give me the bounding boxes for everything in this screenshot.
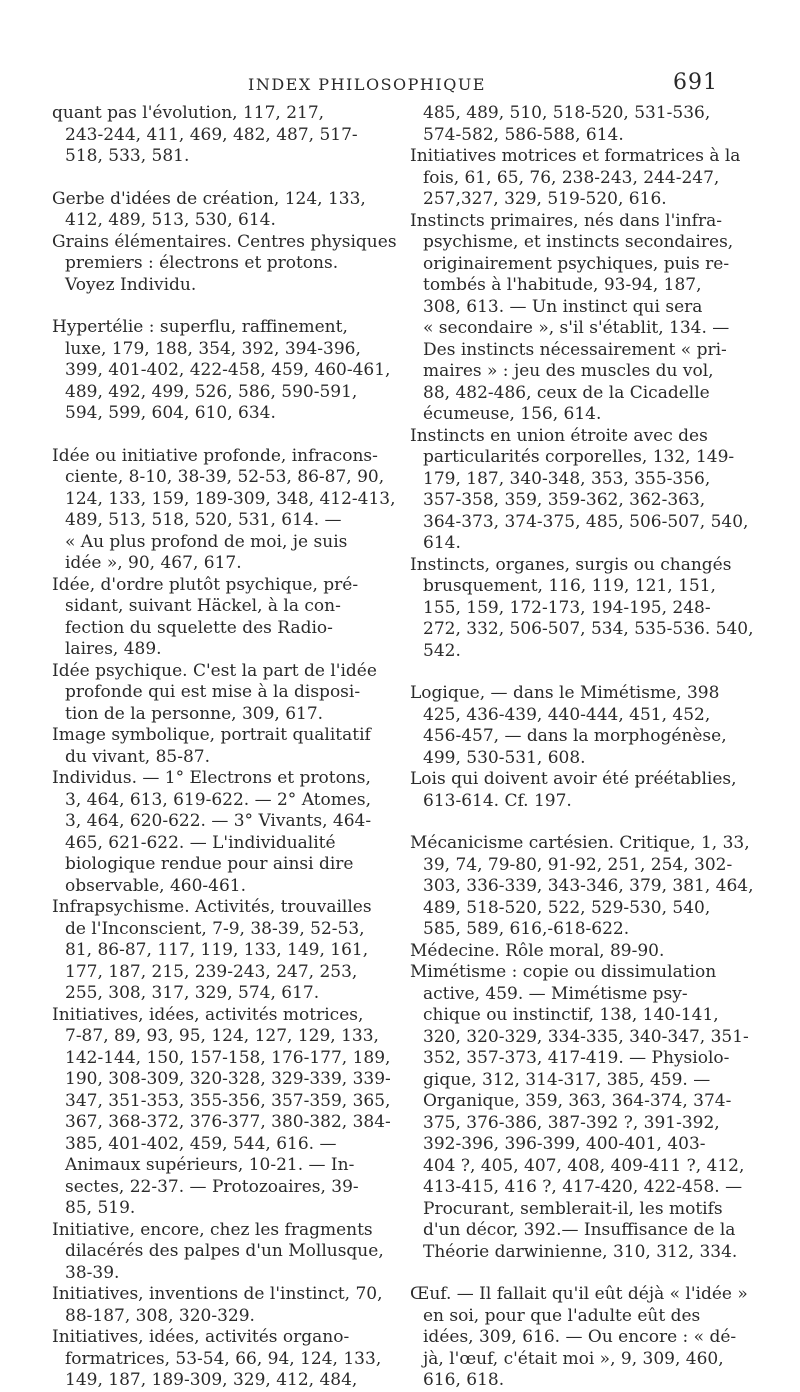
index-entry-line: Théorie darwinienne, 310, 312, 334.: [423, 1241, 738, 1262]
index-entry-line: 465, 621-622. — L'individualité: [65, 832, 336, 853]
index-entry-line: 456-457, — dans la morphogénèse,: [423, 726, 727, 746]
index-entry-line: 320, 320-329, 334-335, 340-347, 351-: [423, 1026, 749, 1047]
index-entry-line: 375, 376-386, 387-392 ?, 391-392,: [423, 1112, 720, 1133]
index-entry-line: active, 459. — Mimétisme psy-: [423, 983, 688, 1004]
index-entry: [52, 103, 394, 168]
index-entry-line: tombés à l'habitude, 93-94, 187,: [423, 275, 702, 295]
index-entry: [52, 231, 397, 297]
index-entry-line: 518, 533, 581.: [65, 146, 190, 166]
index-entry-line: formatrices, 53-54, 66, 94, 124, 133,: [65, 1348, 382, 1369]
index-entry-line: 255, 308, 317, 329, 574, 617.: [65, 983, 320, 1003]
index-entry-line: fection du squelette des Radio-: [65, 617, 333, 638]
index-entry-line: premiers : électrons et protons.: [65, 253, 339, 273]
index-entry-line: 155, 159, 172-173, 194-195, 248-: [423, 597, 711, 618]
index-entry: [410, 683, 752, 769]
index-entry-line: 3, 464, 620-622. — 3° Vivants, 464-: [65, 811, 372, 831]
index-entry-line: 179, 187, 340-348, 353, 355-356,: [423, 468, 711, 489]
index-entry-line: 585, 589, 616,-618-622.: [423, 919, 630, 939]
index-column-left: [52, 103, 397, 1392]
index-entry-line: Des instincts nécessairement « pri-: [423, 339, 727, 360]
index-entry-line: 367, 368-372, 376-377, 380-382, 384-: [65, 1112, 391, 1132]
index-entry-line: Grains élémentaires. Centres physiques: [52, 231, 397, 252]
entry-spacer: [410, 1263, 752, 1284]
index-entry-line: Hypertélie : superflu, raffinement,: [52, 317, 348, 337]
index-entry-line: Œuf. — Il fallait qu'il eût déjà « l'idée »: [410, 1284, 748, 1304]
index-entry-line: 81, 86-87, 117, 119, 133, 149, 161,: [65, 940, 369, 960]
index-entry-line: « secondaire », s'il s'établit, 134. —: [423, 318, 730, 338]
index-entry-line: Instincts en union étroite avec des: [410, 425, 708, 446]
index-entry-line: 364-373, 374-375, 485, 506-507, 540,: [423, 511, 749, 532]
index-entry: [52, 446, 394, 575]
index-entry-line: laires, 489.: [65, 639, 162, 659]
index-entry-line: 177, 187, 215, 239-243, 247, 253,: [65, 961, 358, 982]
index-entry-line: en soi, pour que l'adulte eût des: [423, 1305, 701, 1326]
index-entry-line: biologique rendue pour ainsi dire: [65, 854, 354, 874]
index-entry-line: 257,327, 329, 519-520, 616.: [423, 189, 667, 209]
index-entry-line: 39, 74, 79-80, 91-92, 251, 254, 302-: [423, 854, 733, 875]
index-entry-line: Médecine. Rôle moral, 89-90.: [410, 940, 665, 961]
index-entry: [52, 317, 394, 425]
index-entry-line: idées, 309, 616. — Ou encore : « dé-: [423, 1327, 737, 1347]
index-entry-line: particularités corporelles, 132, 149-: [423, 447, 735, 467]
index-entry: [410, 426, 752, 555]
index-entry: [410, 555, 752, 663]
index-entry-line: 272, 332, 506-507, 534, 535-536. 540,: [423, 619, 754, 639]
index-entry: [410, 1284, 752, 1392]
index-entry-line: 616, 618.: [423, 1370, 505, 1390]
index-entry-line: du vivant, 85-87.: [65, 746, 211, 767]
index-entry: [52, 1005, 394, 1220]
index-entry-line: Gerbe d'idées de création, 124, 133,: [52, 188, 366, 209]
index-entry-line: ciente, 8-10, 38-39, 52-53, 86-87, 90,: [65, 467, 385, 487]
index-entry-line: Initiatives, idées, activités motrices,: [52, 1004, 364, 1025]
index-entry-line: 404 ?, 405, 407, 408, 409-411 ?, 412,: [423, 1155, 745, 1176]
index-entry-line: écumeuse, 156, 614.: [423, 404, 602, 424]
index-entry-line: Voyez Individu.: [65, 274, 197, 295]
index-entry-line: Organique, 359, 363, 364-374, 374-: [423, 1091, 732, 1111]
index-entry-line: 412, 489, 513, 530, 614.: [65, 210, 276, 230]
index-entry-line: 614.: [423, 533, 461, 553]
index-entry-line: Idée, d'ordre plutôt psychique, pré-: [52, 574, 359, 595]
index-entry-line: 392-396, 396-399, 400-401, 403-: [423, 1134, 706, 1154]
index-entry-line: 243-244, 411, 469, 482, 487, 517-: [65, 124, 358, 145]
index-entry: [410, 146, 752, 211]
index-entry: [52, 1220, 394, 1285]
index-entry-line: 489, 492, 499, 526, 586, 590-591,: [65, 381, 358, 402]
index-entry-line: Initiatives, inventions de l'instinct, 70,: [52, 1284, 383, 1304]
page-number: 691: [673, 70, 718, 95]
index-entry-line: Individus. — 1° Electrons et protons,: [52, 768, 371, 788]
index-entry-line: 352, 357-373, 417-419. — Physiolo-: [423, 1048, 730, 1068]
index-entry-line: jà, l'œuf, c'était moi », 9, 309, 460,: [423, 1348, 724, 1369]
index-entry-line: Instincts primaires, nés dans l'infra-: [410, 210, 722, 231]
index-entry-line: Initiatives, idées, activités organo-: [52, 1327, 350, 1347]
index-entry-line: quant pas l'évolution, 117, 217,: [52, 103, 325, 123]
index-entry-line: psychisme, et instincts secondaires,: [423, 232, 734, 252]
entry-spacer: [52, 296, 394, 317]
index-entry-line: gique, 312, 314-317, 385, 459. —: [423, 1069, 711, 1090]
index-entry-line: tion de la personne, 309, 617.: [65, 703, 324, 724]
index-entry: [410, 769, 752, 812]
index-entry-line: 489, 513, 518, 520, 531, 614. —: [65, 510, 342, 530]
index-entry-line: sidant, suivant Häckel, à la con-: [65, 596, 341, 616]
index-entry-line: 413-415, 416 ?, 417-420, 422-458. —: [423, 1177, 743, 1197]
index-entry-line: 7-87, 89, 93, 95, 124, 127, 129, 133,: [65, 1026, 379, 1046]
index-entry-line: 347, 351-353, 355-356, 357-359, 365,: [65, 1090, 391, 1111]
index-entry-line: Animaux supérieurs, 10-21. — In-: [65, 1155, 355, 1175]
index-entry-line: 485, 489, 510, 518-520, 531-536,: [423, 103, 711, 123]
index-entry-line: 85, 519.: [65, 1198, 136, 1218]
index-entry-line: 149, 187, 189-309, 329, 412, 484,: [65, 1370, 358, 1390]
index-entry-line: 357-358, 359, 359-362, 362-363,: [423, 490, 706, 510]
index-entry: [52, 897, 394, 1005]
index-entry-line: Initiatives motrices et formatrices à la: [410, 146, 741, 166]
index-entry-line: Instincts, organes, surgis ou changés: [410, 554, 732, 575]
index-entry-line: 489, 518-520, 522, 529-530, 540,: [423, 897, 711, 918]
index-entry-line: 499, 530-531, 608.: [423, 747, 586, 768]
index-entry-line: 425, 436-439, 440-444, 451, 452,: [423, 704, 711, 725]
index-column-right: [410, 103, 752, 1392]
entry-spacer: [410, 662, 752, 683]
index-entry-line: d'un décor, 392.— Insuffisance de la: [423, 1220, 736, 1240]
index-entry-line: Infrapsychisme. Activités, trouvailles: [52, 897, 372, 917]
entry-spacer: [52, 425, 394, 446]
index-entry-line: 594, 599, 604, 610, 634.: [65, 403, 276, 423]
running-head: INDEX PHILOSOPHIQUE: [248, 75, 486, 94]
index-entry-line: 613-614. Cf. 197.: [423, 790, 572, 811]
index-entry: [410, 962, 752, 1263]
index-entry: [410, 103, 752, 146]
index-entry: [52, 189, 394, 232]
index-entry: [52, 1284, 394, 1327]
index-entry-line: 542.: [423, 640, 461, 661]
entry-spacer: [410, 812, 752, 833]
index-entry-line: Mimétisme : copie ou dissimulation: [410, 962, 717, 982]
index-entry: [52, 1327, 394, 1392]
index-entry-line: brusquement, 116, 119, 121, 151,: [423, 576, 716, 596]
index-entry-line: idée », 90, 467, 617.: [65, 553, 242, 573]
index-entry-line: originairement psychiques, puis re-: [423, 253, 730, 274]
index-entry-line: 124, 133, 159, 189-309, 348, 412-413,: [65, 488, 396, 509]
index-entry-line: 88, 482-486, ceux de la Cicadelle: [423, 382, 710, 403]
index-entry-line: Logique, — dans le Mimétisme, 398: [410, 683, 720, 703]
index-entry: [52, 768, 394, 897]
index-entry-line: 88-187, 308, 320-329.: [65, 1305, 255, 1326]
index-entry: [410, 941, 752, 963]
index-entry-line: sectes, 22-37. — Protozoaires, 39-: [65, 1176, 359, 1197]
entry-spacer: [52, 168, 394, 189]
index-entry: [52, 661, 394, 726]
index-entry-line: chique ou instinctif, 138, 140-141,: [423, 1005, 719, 1025]
index-entry-line: Mécanicisme cartésien. Critique, 1, 33,: [410, 833, 750, 853]
index-entry: [52, 575, 394, 661]
index-entry-line: de l'Inconscient, 7-9, 38-39, 52-53,: [65, 918, 365, 939]
index-entry-line: 308, 613. — Un instinct qui sera: [423, 296, 703, 317]
index-entry: [52, 725, 394, 768]
index-entry-line: maires » : jeu des muscles du vol,: [423, 361, 714, 381]
index-entry-line: Lois qui doivent avoir été préétablies,: [410, 769, 737, 789]
index-entry-line: 142-144, 150, 157-158, 176-177, 189,: [65, 1047, 391, 1068]
index-entry-line: Initiative, encore, chez les fragments: [52, 1219, 373, 1240]
index-entry-line: fois, 61, 65, 76, 238-243, 244-247,: [423, 167, 720, 188]
index-entry-line: dilacérés des palpes d'un Mollusque,: [65, 1241, 384, 1261]
index-entry-line: observable, 460-461.: [65, 875, 246, 896]
index-entry-line: 38-39.: [65, 1262, 120, 1283]
index-entry-line: Idée ou initiative profonde, infracons-: [52, 445, 378, 466]
index-entry-line: 399, 401-402, 422-458, 459, 460-461,: [65, 360, 391, 380]
index-entry-line: 190, 308-309, 320-328, 329-339, 339-: [65, 1069, 391, 1089]
index-entry-line: Image symbolique, portrait qualitatif: [52, 725, 371, 745]
index-entry-line: 574-582, 586-588, 614.: [423, 124, 624, 145]
index-entry-line: Procurant, semblerait-il, les motifs: [423, 1198, 723, 1219]
index-entry-line: « Au plus profond de moi, je suis: [65, 531, 348, 552]
index-entry-line: 303, 336-339, 343-346, 379, 381, 464,: [423, 876, 754, 896]
index-entry-line: 3, 464, 613, 619-622. — 2° Atomes,: [65, 789, 372, 810]
index-entry-line: Idée psychique. C'est la part de l'idée: [52, 660, 377, 681]
index-entry-line: profonde qui est mise à la disposi-: [65, 682, 361, 702]
index-entry: [410, 833, 752, 941]
index-entry-line: 385, 401-402, 459, 544, 616. —: [65, 1133, 337, 1154]
index-entry: [410, 211, 752, 426]
index-entry-line: luxe, 179, 188, 354, 392, 394-396,: [65, 338, 361, 359]
